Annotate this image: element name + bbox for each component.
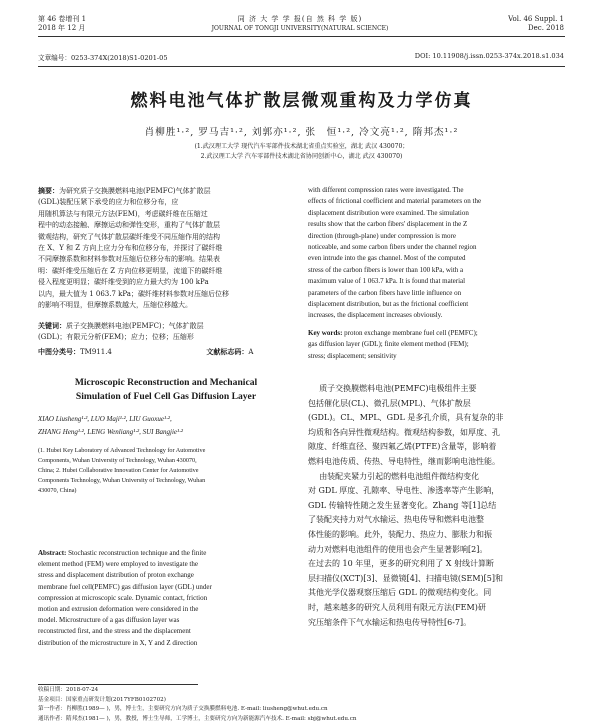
affiliation-en-line: 430070, China) [38,487,77,494]
authors-cn: 肖柳胜¹·², 罗马吉¹·², 刘郭亦¹·², 张 恒¹·², 冷文亮¹·², 隋邦杰¹·² [144,127,459,138]
title-en-line: Microscopic Reconstruction and Mechanical [74,377,258,388]
keywords-cn [38,320,294,344]
abstract-en-line: increases, the displacement increases obviously. [308,311,443,320]
abstract-en-line: element method (FEM) were employed to investigate the [38,560,198,569]
body-line: 隙度、纤维直径、聚四氟乙烯(PTFE)含量等，影响着 [308,442,497,452]
abstract-cn-line: 的影响不明显，但摩擦系数越大，压缩位移越大。 [38,301,192,310]
abstract-cn-line: 程中的动态接触、摩擦运动和弹性变形，重构了气体扩散层 [38,221,220,230]
abstract-cn-line: 明：碳纤维受压缩后在 Z 方向位移更明显，流道下的碳纤维 [38,266,223,275]
abstract-en-line: reconstructed first, and the stress and the displacement [38,627,191,636]
abstract-en-line: even intrude into the gas channel. Most of the computed [308,254,466,263]
affiliation-cn-1: (1.武汉理工大学 现代汽车零部件技术湖北省重点实验室，湖北 武汉 430070； [194,143,409,150]
affiliation-en-line: (1. Hubei Key Laboratory of Advanced Technology for Automotive [38,447,206,454]
abstract-en-line: membrane fuel cell(PEMFC) gas diffusion layer (GDL) under [38,582,212,591]
volume-en: Vol. 46 Suppl. 1 [508,15,564,23]
keywords-cn-label: 关键词： [38,321,66,330]
abstract-en-line: Stochastic reconstruction technique and the finite [68,549,207,557]
keywords-en-line: gas diffusion layer (GDL); finite element method (FEM); [308,340,469,349]
authors-en [38,413,294,439]
body-line: 对 GDL 厚度、孔隙率、导电性、渗透率等产生影响， [308,486,500,496]
affiliations-cn [38,142,565,161]
affiliation-cn-2: 2.武汉理工大学 汽车零部件技术湖北省协同创新中心，湖北 武汉 430070) [200,152,403,160]
abstract-cn-line: 微观结构，研究了气体扩散层碳纤维受不同压缩作用的结构 [38,232,220,241]
header-left [38,15,86,33]
abstract-en-line: model. Microstructure of a gas diffusion layer was [38,616,180,625]
header-center [140,15,460,33]
body-paragraph-1 [308,382,565,470]
footnote-first-author: 第一作者：肖柳胜(1989— )，男，博士生，主要研究方向为质子交换膜燃料电池. E-mail: liusheng@whut.edu.cn [38,706,328,712]
doi: DOI: 10.11908/j.issn.0253-374x.2018.s1.034 [414,52,564,60]
title-en-line: Simulation of Fuel Cell Gas Diffusion Layer [75,391,257,402]
body-line: 质子交换膜燃料电池(PEMFC)电极组件主要 [319,384,477,393]
abstract-en-line: stress of the carbon fibers is lower than 100 kPa, with a [308,265,464,274]
journal-name-en: JOURNAL OF TONGJI UNIVERSITY(NATURAL SCIENCE) [211,25,389,32]
body-line: 由装配夹紧力引起的燃料电池组件微结构变化 [319,471,480,481]
body-line: 究压缩条件下气水输运和热电传导特性[6-7]。 [308,617,472,627]
keywords-cn-line: 质子交换膜燃料电池(PEMFC)；气体扩散层 [66,322,204,330]
affiliations-en [38,446,294,496]
abstract-en-line: direction (through-plane) under compression is more [308,231,456,240]
body-line: GDL 传输特性随之发生显著变化。Zhang 等[1]总结 [308,500,497,510]
abstract-cn-line: (GDL)装配压紧下承受的应力和位移分布，应 [38,198,179,207]
footnote-funding: 基金项目：国家重点研发计划(2017YFB0102702) [38,696,166,703]
abstract-en-line: parameters of the carbon fibers have little influence on [308,288,462,297]
abstract-cn-line: 在 X、Y 和 Z 方向上应力分布和位移分布，并探讨了碳纤维 [38,244,223,253]
footnote-received: 收稿日期：2018-07-24 [38,687,99,693]
abstract-cn-line: 不同摩擦系数和材料参数对压缩后位移分布的影响。结果表 [38,255,220,264]
body-line: 体性能的影响。此外，装配力、热应力、膨胀力和振 [308,529,492,539]
abstract-en-label: Abstract: [38,549,67,557]
date-en: Dec. 2018 [528,24,564,32]
affiliation-en-line: Components, Wuhan University of Technology, Wuhan 430070, [38,457,197,464]
body-line: 层扫描仪(XCT)[3]、显微镜[4]、扫描电镜(SEM)[5]和 [308,573,504,583]
doc-code-value: A [248,348,254,356]
abstract-cn-line: 为研究质子交换膜燃料电池(PEMFC)气体扩散层 [59,187,211,195]
abstract-en-line: displacement distribution were examined. The simulation [308,208,469,217]
footnote-rule [38,684,198,685]
abstract-en-line: maximum value of 1 063.7 kPa. It is found that material [308,277,466,286]
volume-issue: 第 46 卷增刊 1 [38,15,87,23]
keywords-cn-line: (GDL)；有限元分析(FEM)；应力；位移；压缩形 [38,333,194,342]
keywords-en-line: stress; displacement; sensitivity [308,351,397,360]
body-paragraph-2 [308,470,565,631]
abstract-en-line: effects of frictional coefficient and material parameters on the [308,197,482,206]
authors-en-line: XIAO Liusheng¹·², LUO Maji¹·², LIU Guoxue¹·², [38,415,172,423]
body-line: (GDL)。CL、MPL、GDL 是多孔介质，具有复杂的非 [308,413,504,423]
article-number: 文章编号：0253-374X(2018)S1-0201-05 [38,54,168,62]
keywords-en [308,328,565,362]
body-line: 在过去的 10 年里，更多的研究利用了 X 射线计算断 [308,559,495,569]
header-rule [38,36,565,37]
keywords-en-line: proton exchange membrane fuel cell (PEMFC); [344,329,478,337]
abstract-cn [38,185,294,311]
abstract-en-line: distribution of the microstructure in X, Y and Z direction [38,638,198,647]
title-cn: 燃料电池气体扩散层微观重构及力学仿真 [130,91,473,111]
abstract-en-line: results show that the carbon fibers' displacement in the Z [308,220,468,229]
clc-label: 中图分类号： [38,347,80,356]
header-right [508,15,564,33]
authors-en-line: ZHANG Heng¹·², LENG Wenliang¹·², SUI Bangjie¹·² [38,428,183,436]
abstract-en-line: compression at microscopic scale. Dynamic contact, friction [38,593,208,602]
abstract-cn-line: 以内，最大值为 1 063.7 kPa；碳纤维材料参数对压缩后位移 [38,289,229,298]
body-line: 包括催化层(CL)、微孔层(MPL)、气体扩散层 [308,398,471,408]
abstract-en-line: with different compression rates were investigated. The [308,186,464,194]
article-info-rule [38,66,565,67]
clc-value: TM911.4 [80,348,112,356]
abstract-cn-line: 侵入程度更明显；碳纤维受到的应力最大约为 100 kPa [38,278,209,287]
journal-name-cn: 同 济 大 学 学 报(自 然 科 学 版) [237,15,363,23]
body-cn [308,382,565,630]
abstract-cn-line: 用随机算法与有限元方法(FEM)，考虑碳纤维在压缩过 [38,209,208,218]
abstract-en-line: noticeable, and some carbon fibers under the channel region [308,243,477,252]
abstract-cn-label: 摘要： [38,186,59,195]
abstract-en-line: stress and displacement distribution of proton exchange [38,571,194,580]
body-line: 燃料电池传质、传热、导电特性，继而影响电池性能。 [308,456,500,466]
affiliation-en-line: China; 2. Hubei Collaborative Innovation Center for Automotive [38,467,199,474]
footnotes [38,686,565,724]
body-line: 了装配夹持力对气水输运、热电传导和燃料电池整 [308,515,484,525]
body-line: 动力对燃料电池组件的使用也会产生显著影响[2]。 [308,544,488,554]
body-line: 其他光学仪器观察压缩后 GDL 的微观结构变化。同 [308,588,492,598]
abstract-en-line: motion and extrusion deformation were considered in the [38,605,199,614]
keywords-en-label: Key words: [308,329,343,337]
body-line: 均质和各向异性微观结构。微观结构参数，如厚度、孔 [308,427,500,437]
classification [38,346,294,358]
abstract-en-left [38,548,294,649]
footnote-corresponding-author: 通讯作者：隋邦杰(1981— )，男，教授，博士生导师，工学博士，主要研究方向为新能源汽车技术. E-mail: sbj@whut.edu.cn [38,715,357,722]
abstract-en-line: displacement distribution, but as the frictional coefficient [308,300,469,309]
body-line: 时，越来越多的研究人员利用有限元方法(FEM)研 [308,602,486,612]
doc-code-label: 文献标志码： [206,347,249,356]
affiliation-en-line: Components Technology, Wuhan University of Technology, Wuhan [38,477,206,484]
publication-date: 2018 年 12 月 [38,24,86,32]
abstract-en-right [308,185,565,322]
title-en [38,376,294,404]
